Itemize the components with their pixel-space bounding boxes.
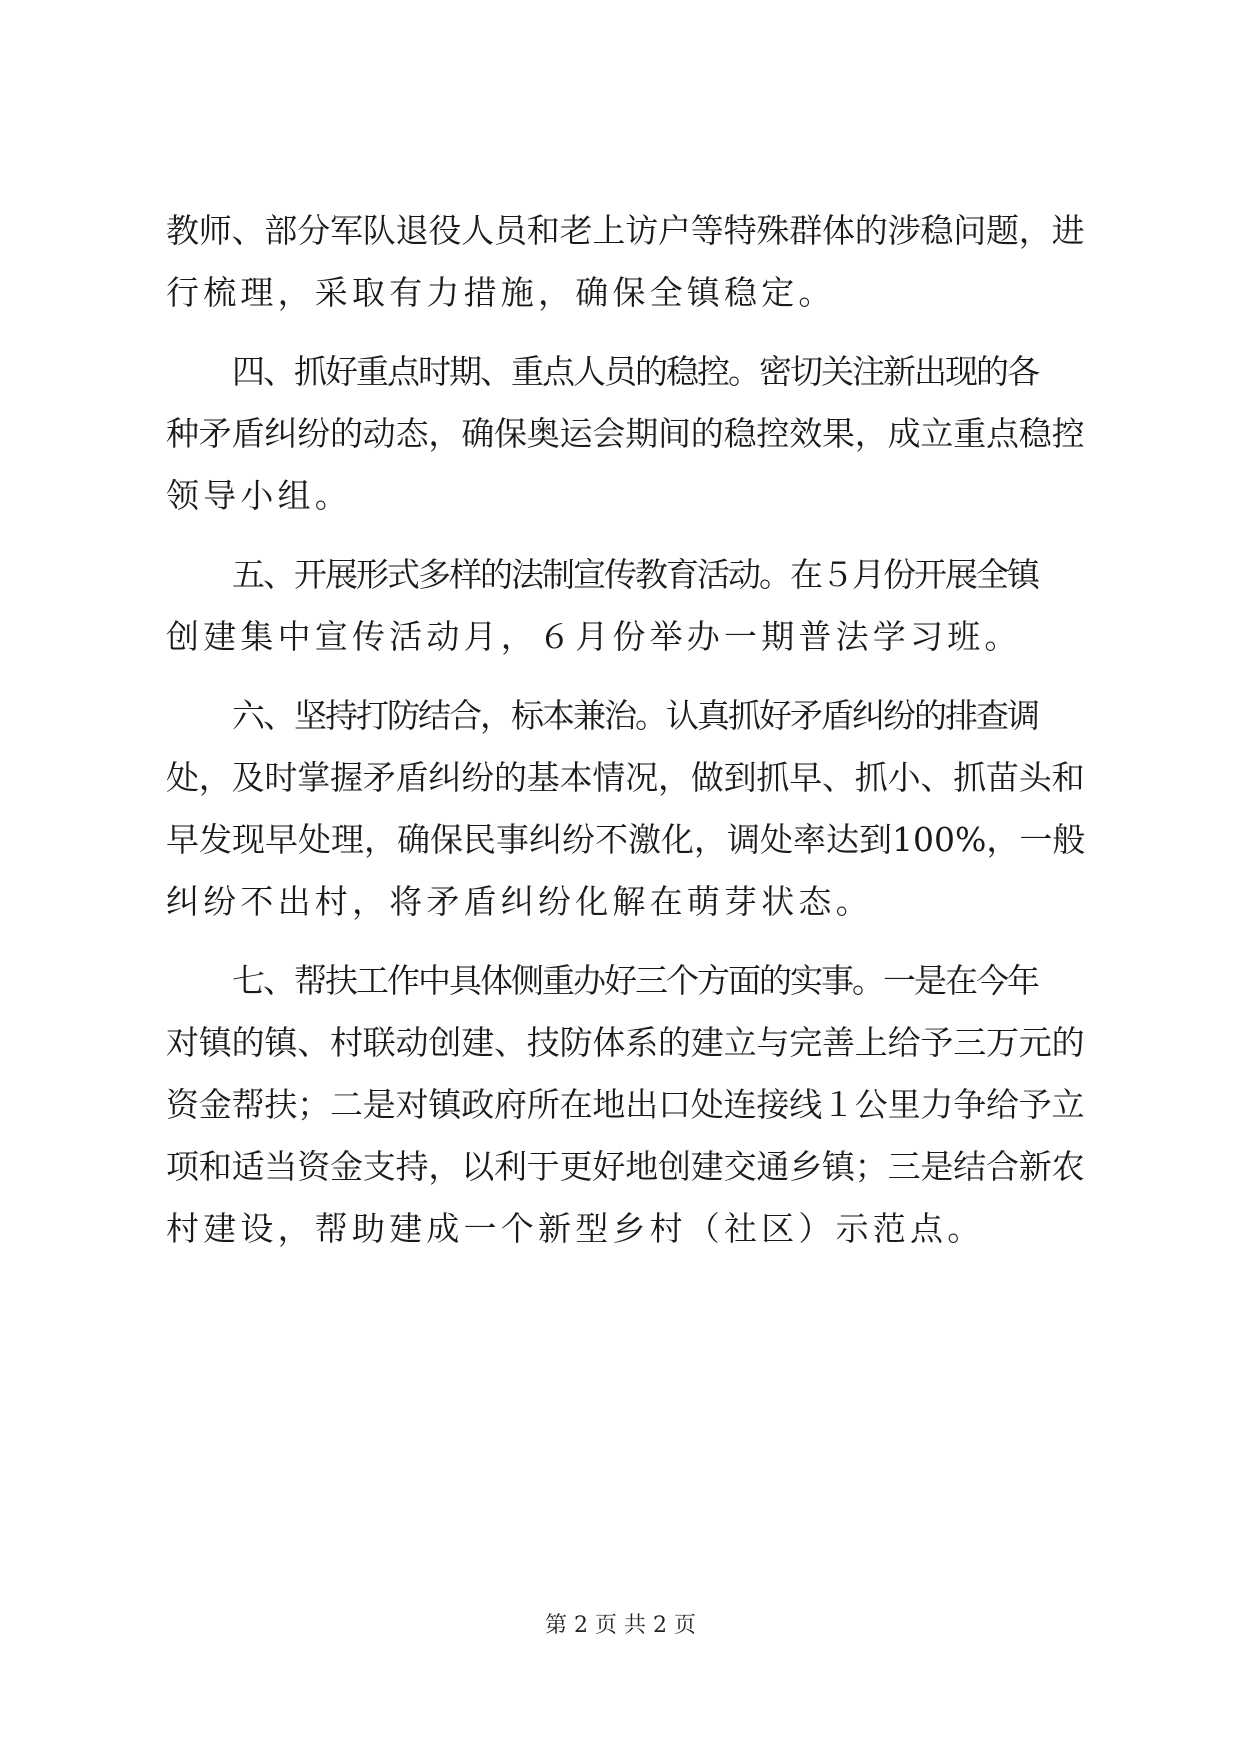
text-line: 行梳理，采取有力措施，确保全镇稳定。 xyxy=(166,273,836,312)
paragraph-5-first-line: 五、开展形式多样的法制宣传教育活动。在５月份开展全镇 xyxy=(232,555,1038,594)
text-line: 对镇的镇、村联动创建、技防体系的建立与完善上给予三万元的 xyxy=(166,1023,1085,1062)
text-line: 教师、部分军队退役人员和老上访户等特殊群体的涉稳问题，进 xyxy=(166,211,1085,250)
text-line: 项和适当资金支持，以利于更好地创建交通乡镇；三是结合新农 xyxy=(166,1147,1085,1186)
text-line: 创建集中宣传活动月，６月份举办一期普法学习班。 xyxy=(166,617,1022,656)
text-line: 处，及时掌握矛盾纠纷的基本情况，做到抓早、抓小、抓苗头和 xyxy=(166,758,1085,797)
paragraph-6-first-line: 六、坚持打防结合，标本兼治。认真抓好矛盾纠纷的排查调 xyxy=(232,696,1038,735)
text-line: 早发现早处理，确保民事纠纷不激化，调处率达到100%，一般 xyxy=(166,820,1086,859)
paragraph-7-first-line: 七、帮扶工作中具体侧重办好三个方面的实事。一是在今年 xyxy=(232,961,1038,1000)
text-line: 纠纷不出村，将矛盾纠纷化解在萌芽状态。 xyxy=(166,882,873,921)
paragraph-4-first-line: 四、抓好重点时期、重点人员的稳控。密切关注新出现的各 xyxy=(232,352,1038,391)
text-line: 村建设，帮助建成一个新型乡村（社区）示范点。 xyxy=(166,1209,985,1248)
text-line: 种矛盾纠纷的动态，确保奥运会期间的稳控效果，成立重点稳控 xyxy=(166,414,1085,453)
text-line: 领导小组。 xyxy=(166,476,352,515)
text-line: 资金帮扶；二是对镇政府所在地出口处连接线１公里力争给予立 xyxy=(166,1085,1085,1124)
page-footer: 第 2 页 共 2 页 xyxy=(545,1613,696,1638)
